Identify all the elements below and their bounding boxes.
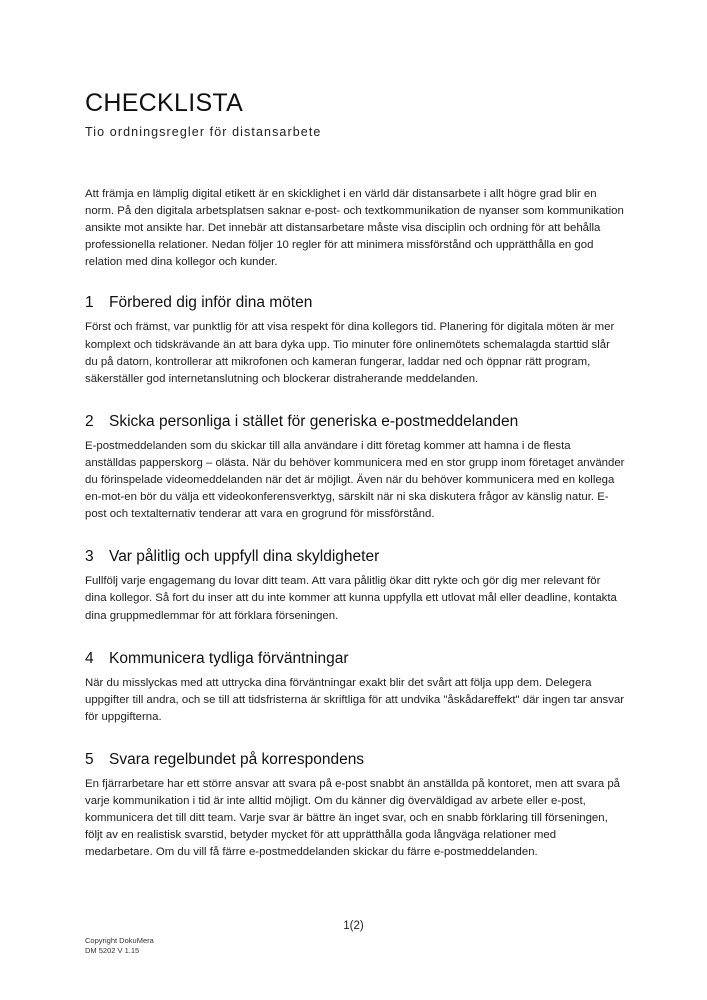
section-5: [85, 750, 625, 861]
section-number: 2: [85, 412, 94, 430]
section-heading-text: Var pålitlig och uppfyll dina skyldigheter: [109, 548, 380, 566]
intro-paragraph: Att främja en lämplig digital etikett är en skicklighet i en värld där distansarbete i allt högre grad blir en norm. På den digitala arbetsplatsen saknar e-post- och textkommunikation de nyanser som kommunikation ansikte mot ansikte har. Det innebär att distansarbetare måste visa disciplin och ordning för att behålla professionella relationer. Nedan följer 10 regler för att minimera missförstånd och upprätthålla en god relation med dina kollegor och kunder.: [85, 188, 624, 269]
footer-copyright: Copyright DokuMera: [85, 936, 154, 945]
page-number: 1(2): [343, 920, 364, 932]
section-heading: [85, 649, 625, 669]
footer: [85, 936, 154, 956]
section-heading-text: Skicka personliga i stället för generiska e-postmeddelanden: [109, 412, 519, 430]
section-number: 5: [85, 750, 94, 768]
section-body: Fullfölj varje engagemang du lovar ditt team. Att vara pålitlig ökar ditt rykte och gör dig mer relevant för dina kollegor. Så fort du inser att du inte kommer att kunna uppfylla ett utlovat mål eller deadline, kontakta dina gruppmedlemmar för att förklara förseningen.: [85, 575, 617, 622]
section-body: En fjärrarbetare har ett större ansvar att svara på e-post snabbt än anställda på kontoret, men att svara på varje kommunikation i tid är inte alltid möjligt. Om du känner dig överväldigad av arbete eller e-post, kommunicera det till ditt team. Varje svar är bättre än inget svar, och en snabb förklaring till förseningen, följt av en realistisk svarstid, betyder mycket för att upprätthålla goda långväga relationer med medarbetare. Om du vill få färre e-postmeddelanden skickar du färre e-postmeddelanden.: [85, 777, 621, 859]
section-body: Först och främst, var punktlig för att visa respekt för dina kollegors tid. Planering för digitala möten är mer komplext och tidskrävande än att bara dyka upp. Tio minuter före onlinemötets schemalagda starttid slår du på datorn, kontrollerar att mikrofonen och kameran fungerar, laddar ned och öppnar rätt program, säkerställer god internetanslutning och blockerar distraherande meddelanden.: [85, 321, 615, 385]
section-2: [85, 412, 625, 523]
section-number: 4: [85, 649, 94, 667]
section-4: [85, 649, 625, 726]
document-title: CHECKLISTA: [85, 89, 244, 117]
section-heading: [85, 293, 625, 313]
section-heading-text: Svara regelbundet på korrespondens: [109, 750, 365, 768]
section-3: [85, 547, 625, 624]
section-heading-text: Förbered dig inför dina möten: [109, 294, 313, 312]
section-number: 1: [85, 294, 94, 312]
section-heading: [85, 547, 625, 567]
section-body: E-postmeddelanden som du skickar till alla användare i ditt företag kommer att hamna i de flesta anställdas papperskorg – olästa. När du behöver kommunicera med en stor grupp inom företaget använder du förinspelade videomeddelanden när det är möjligt. Även när du behöver kommunicera med en kollega en-mot-en bör du välja ett videokonferensverktyg, särskilt när ni ska diskutera frågor av känslig natur. E-post och textalternativ tenderar att vara en grogrund för missförstånd.: [85, 439, 625, 521]
footer-doc-id: DM 5202 V 1.15: [85, 946, 140, 955]
document-page: [85, 88, 625, 861]
section-body: När du misslyckas med att uttrycka dina förväntningar exakt blir det svårt att följa upp dem. Delegera uppgifter till andra, och se till att tidsfristerna är skriftliga för att undvika "åskådareffekt" där ingen tar ansvar för uppgifterna.: [85, 676, 625, 723]
section-1: [85, 293, 625, 387]
document-subtitle: Tio ordningsregler för distansarbete: [85, 125, 322, 139]
section-heading-text: Kommunicera tydliga förväntningar: [109, 649, 349, 667]
section-number: 3: [85, 548, 94, 566]
section-heading: [85, 750, 625, 770]
section-heading: [85, 412, 625, 432]
